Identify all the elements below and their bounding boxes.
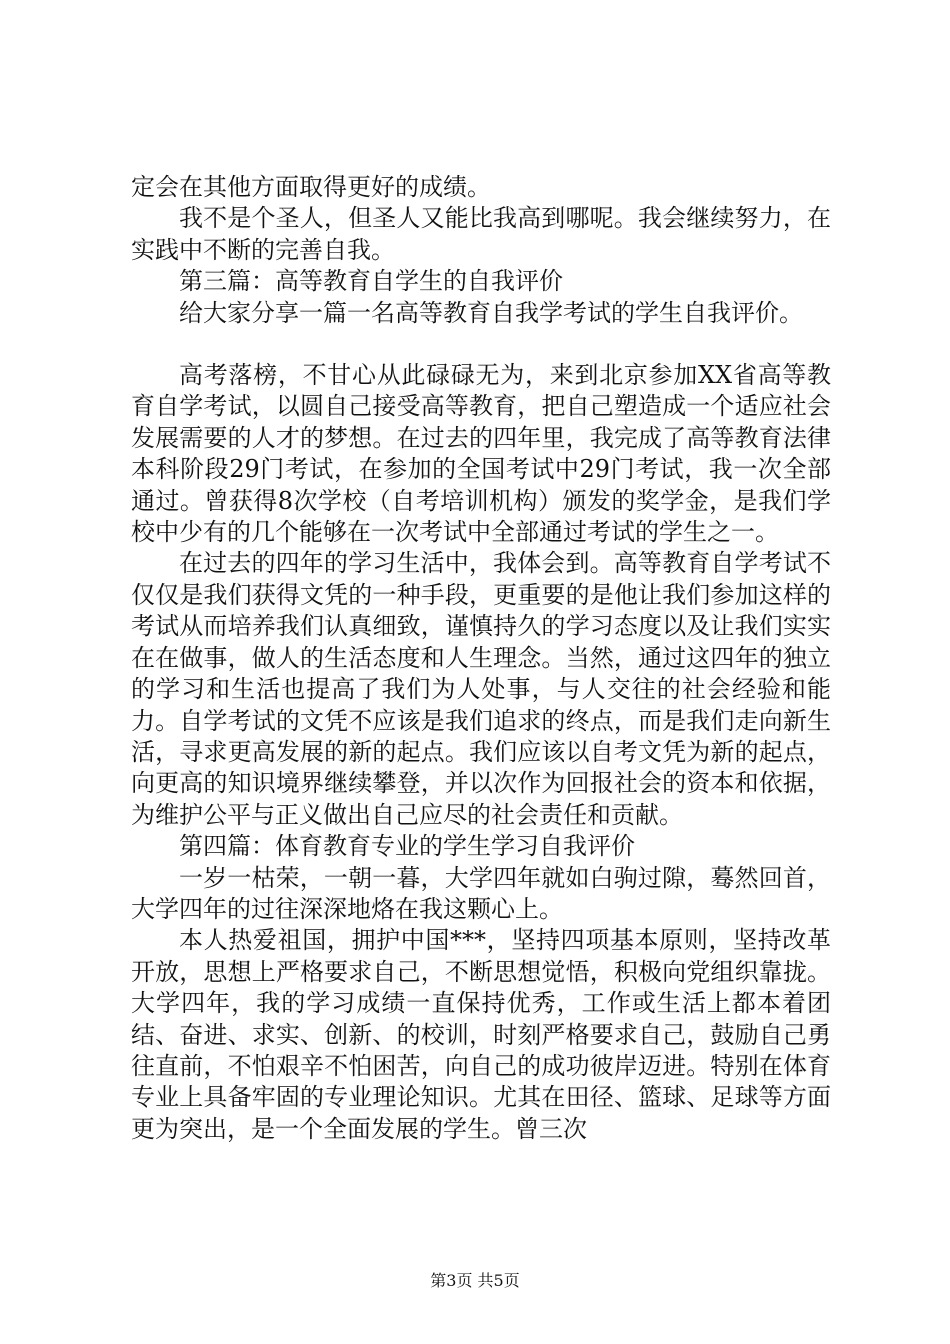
blank-line bbox=[131, 329, 831, 360]
paragraph-5: 高考落榜，不甘心从此碌碌无为，来到北京参加XX省高等教育自学考试，以圆自己接受高等教育，把自己塑造成一个适应社会发展需要的人才的梦想。在过去的四年里，我完成了高等教育法律本科阶段29门考试，在参加的全国考试中29门考试，我一次全部通过。曾获得8次学校（自考培训机构）颁发的奖学金，是我们学校中少有的几个能够在一次考试中全部通过考试的学生之一。 bbox=[131, 361, 831, 547]
paragraph-9: 本人热爱祖国，拥护中国***，坚持四项基本原则，坚持改革开放，思想上严格要求自己，不断思想觉悟，积极向党组织靠拢。大学四年，我的学习成绩一直保持优秀，工作或生活上都本着团结、奋进、求实、创新、的校训，时刻严格要求自己，鼓励自己勇往直前，不怕艰辛不怕困苦，向自己的成功彼岸迈进。特别在体育专业上具备牢固的专业理论知识。尤其在田径、篮球、足球等方面更为突出，是一个全面发展的学生。曾三次 bbox=[131, 926, 831, 1143]
section-heading-4: 第四篇：体育教育专业的学生学习自我评价 bbox=[179, 832, 635, 861]
paragraph-intro: 给大家分享一篇一名高等教育自我学考试的学生自我评价。 bbox=[179, 298, 803, 327]
paragraph-1: 定会在其他方面取得更好的成绩。 bbox=[131, 173, 491, 201]
paragraph-2: 我不是个圣人，但圣人又能比我高到哪呢。我会继续努力，在实践中不断的完善自我。 bbox=[131, 204, 831, 264]
page-number-footer: 第3页 共5页 bbox=[430, 1271, 520, 1290]
document-body bbox=[131, 172, 831, 1145]
section-heading-3: 第三篇：高等教育自学生的自我评价 bbox=[179, 267, 563, 296]
paragraph-8: 一岁一枯荣，一朝一暮，大学四年就如白驹过隙，蓦然回首，大学四年的过往深深地烙在我这颗心上。 bbox=[131, 863, 831, 923]
paragraph-6: 在过去的四年的学习生活中，我体会到。高等教育自学考试不仅仅是我们获得文凭的一种手段，更重要的是他让我们参加这样的考试从而培养我们认真细致，谨慎持久的学习态度以及让我们实实在在做事，做人的生活态度和人生理念。当然，通过这四年的独立的学习和生活也提高了我们为人处事，与人交往的社会经验和能力。自学考试的文凭不应该是我们追求的终点，而是我们走向新生活，寻求更高发展的新的起点。我们应该以自考文凭为新的起点，向更高的知识境界继续攀登，并以次作为回报社会的资本和依据，为维护公平与正义做出自己应尽的社会责任和贡献。 bbox=[131, 549, 831, 829]
